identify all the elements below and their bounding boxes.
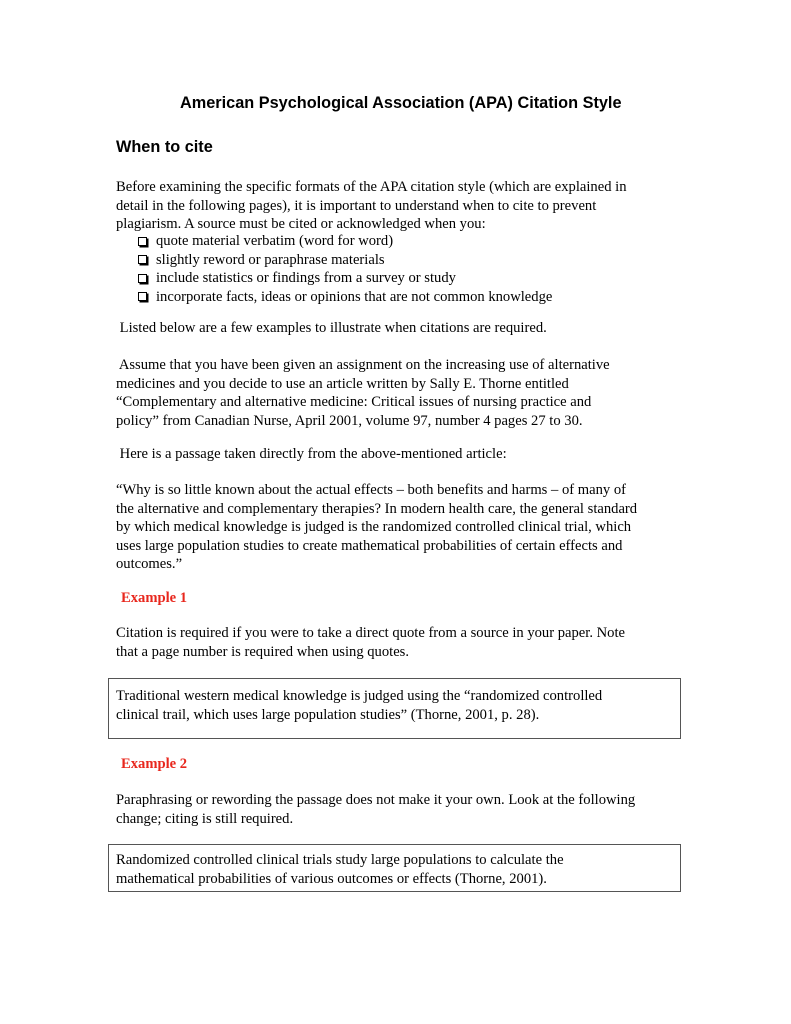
- list-item: [138, 232, 552, 251]
- example-1-box-line: Traditional western medical knowledge is judged using the “randomized controlled: [116, 688, 603, 704]
- assignment-line: “Complementary and alternative medicine: Critical issues of nursing practice and: [116, 394, 592, 410]
- list-item-text: slightly reword or paraphrase materials: [156, 251, 385, 268]
- example-2-box-line: mathematical probabilities of various outcomes or effects (Thorne, 2001).: [116, 870, 547, 887]
- checkbox-icon: [138, 292, 147, 301]
- passage-intro-line: Here is a passage taken directly from the above-mentioned article:: [116, 446, 507, 462]
- citation-reasons-list: [138, 232, 552, 306]
- example-2-label: Example 2: [121, 756, 188, 772]
- intro-line: detail in the following pages), it is important to understand when to cite to prevent: [116, 197, 597, 214]
- example-2-text: [116, 791, 686, 828]
- example-1-label: Example 1: [121, 590, 188, 606]
- document-title: American Psychological Association (APA) Citation Style: [180, 94, 622, 112]
- example-2-citation-box: [108, 844, 681, 892]
- list-item-text: incorporate facts, ideas or opinions that are not common knowledge: [156, 288, 553, 305]
- passage-intro-paragraph: [116, 445, 686, 464]
- example-1-citation-box: [108, 678, 681, 739]
- list-item: [138, 288, 552, 307]
- passage-line: “Why is so little known about the actual effects – both benefits and harms – of many of: [116, 482, 626, 498]
- example-1-line: that a page number is required when using quotes.: [116, 643, 410, 660]
- example-2-line: Paraphrasing or rewording the passage does not make it your own. Look at the following: [116, 792, 636, 808]
- list-item-text: quote material verbatim (word for word): [156, 233, 394, 249]
- assignment-line: medicines and you decide to use an article written by Sally E. Thorne entitled: [116, 375, 569, 392]
- list-item-text: include statistics or findings from a survey or study: [156, 270, 456, 286]
- example-1-box-line: clinical trail, which uses large population studies” (Thorne, 2001, p. 28).: [116, 706, 540, 723]
- examples-intro-paragraph: [116, 319, 686, 338]
- example-2-line: change; citing is still required.: [116, 810, 294, 827]
- example-1-line: Citation is required if you were to take a direct quote from a source in your paper. Note: [116, 625, 625, 641]
- assignment-line: Assume that you have been given an assignment on the increasing use of alternative: [116, 357, 610, 373]
- passage-line: uses large population studies to create mathematical probabilities of certain effects and: [116, 537, 623, 554]
- intro-line: plagiarism. A source must be cited or acknowledged when you:: [116, 216, 486, 232]
- example-1-text: [116, 624, 686, 661]
- checkbox-icon: [138, 274, 147, 283]
- passage-line: the alternative and complementary therapies? In modern health care, the general standard: [116, 500, 638, 517]
- passage-line: by which medical knowledge is judged is the randomized controlled clinical trial, which: [116, 519, 632, 535]
- intro-line: Before examining the specific formats of the APA citation style (which are explained in: [116, 179, 627, 195]
- assignment-paragraph: [116, 356, 686, 430]
- list-item: [138, 269, 552, 288]
- passage-line: outcomes.”: [116, 556, 183, 572]
- example-2-box-line: Randomized controlled clinical trials study large populations to calculate the: [116, 852, 564, 868]
- checkbox-icon: [138, 255, 147, 264]
- intro-paragraph: [116, 178, 686, 234]
- checkbox-icon: [138, 237, 147, 246]
- examples-intro-line: Listed below are a few examples to illustrate when citations are required.: [116, 320, 547, 336]
- list-item: [138, 251, 552, 270]
- section-heading: When to cite: [116, 138, 213, 156]
- assignment-line: policy” from Canadian Nurse, April 2001, volume 97, number 4 pages 27 to 30.: [116, 412, 583, 429]
- quoted-passage: [116, 481, 686, 574]
